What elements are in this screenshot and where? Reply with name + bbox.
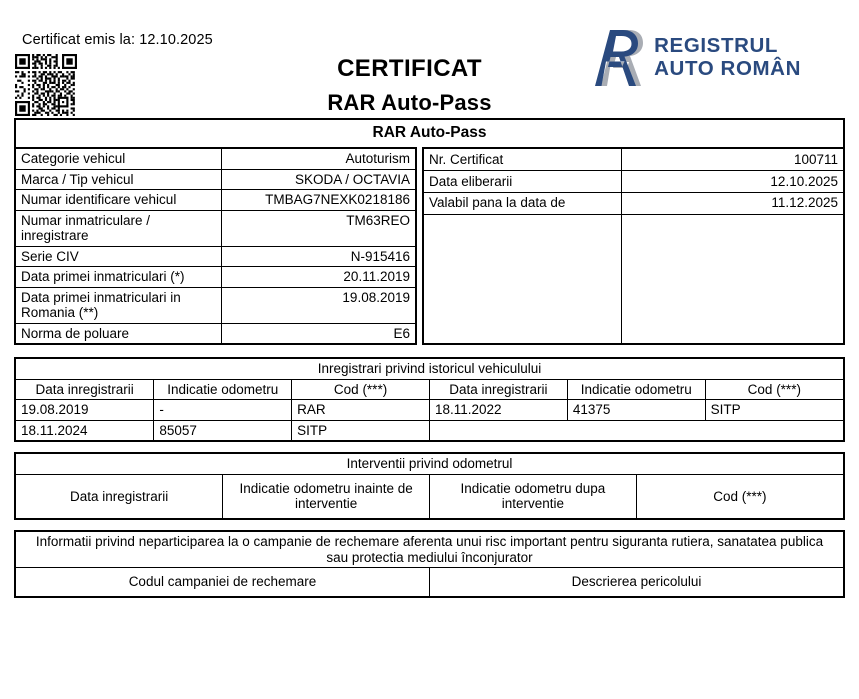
- interventions-col-header: Indicatie odometru inainte de interventie: [223, 474, 430, 518]
- row-label: Categorie vehicul: [15, 148, 221, 169]
- table-row: [15, 246, 416, 267]
- rar-logo-text: [654, 34, 801, 81]
- recall-col-header: Codul campaniei de rechemare: [16, 568, 430, 596]
- history-cell-date: 19.08.2019: [16, 400, 154, 421]
- empty-cell: [423, 214, 621, 344]
- recall-band: [16, 532, 843, 568]
- row-value: 11.12.2025: [621, 192, 844, 214]
- history-cell-odometer: 85057: [154, 420, 292, 440]
- table-row: [423, 170, 844, 192]
- history-cell-empty: [429, 420, 843, 440]
- row-value: Autoturism: [221, 148, 416, 169]
- history-cell-odometer: 41375: [567, 400, 705, 421]
- interventions-col-header: Cod (***): [636, 474, 843, 518]
- table-row: [15, 323, 416, 344]
- history-col-header: Data inregistrarii: [16, 379, 154, 400]
- history-cell-code: SITP: [292, 420, 430, 440]
- row-label: Data primei inmatriculari (*): [15, 267, 221, 288]
- logo-line-2: AUTO ROMÂN: [654, 57, 801, 80]
- recall-section: [14, 530, 845, 598]
- recall-table: [16, 532, 843, 596]
- row-label: Numar inmatriculare / inregistrare: [15, 210, 221, 246]
- page-subtitle: RAR Auto-Pass: [327, 90, 492, 116]
- table-row: [15, 210, 416, 246]
- history-cell-date: 18.11.2024: [16, 420, 154, 440]
- history-col-header: Indicatie odometru: [567, 379, 705, 400]
- table-row: [15, 267, 416, 288]
- page-title: CERTIFICAT: [337, 55, 482, 82]
- table-row: [16, 420, 843, 440]
- history-section: [14, 357, 845, 442]
- history-band-title: Inregistrari privind istoricul vehiculului: [16, 359, 843, 379]
- table-row: [423, 192, 844, 214]
- history-col-header: Indicatie odometru: [154, 379, 292, 400]
- rar-logo: [589, 26, 801, 88]
- row-value: N-915416: [221, 246, 416, 267]
- empty-cell: [621, 214, 844, 344]
- history-cell-code: SITP: [705, 400, 843, 421]
- row-label: Valabil pana la data de: [423, 192, 621, 214]
- interventions-col-header: Indicatie odometru dupa interventie: [430, 474, 637, 518]
- history-cell-odometer: -: [154, 400, 292, 421]
- logo-line-1: REGISTRUL: [654, 33, 779, 57]
- row-label: Nr. Certificat: [423, 148, 621, 170]
- row-label: Data eliberarii: [423, 170, 621, 192]
- history-col-header: Cod (***): [292, 379, 430, 400]
- qr-code: [15, 54, 77, 116]
- table-row: [15, 148, 416, 169]
- row-label: Numar identificare vehicul: [15, 190, 221, 211]
- recall-band-title: Informatii privind neparticiparea la o campanie de rechemare aferenta unui risc important pentru siguranta rutiera, sanatatea publica sau protectia mediului înconjurator: [16, 532, 843, 568]
- identity-right-panel: [422, 147, 845, 345]
- interventions-col-header: Data inregistrarii: [16, 474, 223, 518]
- recall-col-header: Descrierea pericolului: [430, 568, 844, 596]
- history-col-header: Data inregistrarii: [429, 379, 567, 400]
- interventions-table: [16, 454, 843, 518]
- row-value: 19.08.2019: [221, 287, 416, 323]
- table-row: [423, 148, 844, 170]
- identity-left-panel: [14, 147, 417, 345]
- history-table: [16, 359, 843, 440]
- document-header: [0, 0, 859, 118]
- row-label: Norma de poluare: [15, 323, 221, 344]
- identity-left-table: [14, 147, 417, 345]
- interventions-band: [16, 454, 843, 474]
- identity-band-title: RAR Auto-Pass: [14, 118, 845, 147]
- row-value: 20.11.2019: [221, 267, 416, 288]
- identity-section: [14, 118, 845, 345]
- row-value: SKODA / OCTAVIA: [221, 169, 416, 190]
- table-row: [15, 169, 416, 190]
- table-row: [15, 190, 416, 211]
- history-header-row: [16, 379, 843, 400]
- row-value: E6: [221, 323, 416, 344]
- row-value: TM63REO: [221, 210, 416, 246]
- row-label: Marca / Tip vehicul: [15, 169, 221, 190]
- table-row: [16, 400, 843, 421]
- table-row-empty: [423, 214, 844, 344]
- row-value: TMBAG7NEXK0218186: [221, 190, 416, 211]
- rar-monogram-icon: [589, 26, 647, 88]
- row-label: Serie CIV: [15, 246, 221, 267]
- row-value: 100711: [621, 148, 844, 170]
- history-band: [16, 359, 843, 379]
- row-value: 12.10.2025: [621, 170, 844, 192]
- table-row: [15, 287, 416, 323]
- interventions-section: [14, 452, 845, 520]
- history-cell-date: 18.11.2022: [429, 400, 567, 421]
- recall-header-row: [16, 568, 843, 596]
- history-cell-code: RAR: [292, 400, 430, 421]
- history-col-header: Cod (***): [705, 379, 843, 400]
- interventions-header-row: [16, 474, 843, 518]
- row-label: Data primei inmatriculari in Romania (**): [15, 287, 221, 323]
- interventions-band-title: Interventii privind odometrul: [16, 454, 843, 474]
- identity-right-table: [422, 147, 845, 345]
- issue-date-line: Certificat emis la: 12.10.2025: [22, 32, 213, 48]
